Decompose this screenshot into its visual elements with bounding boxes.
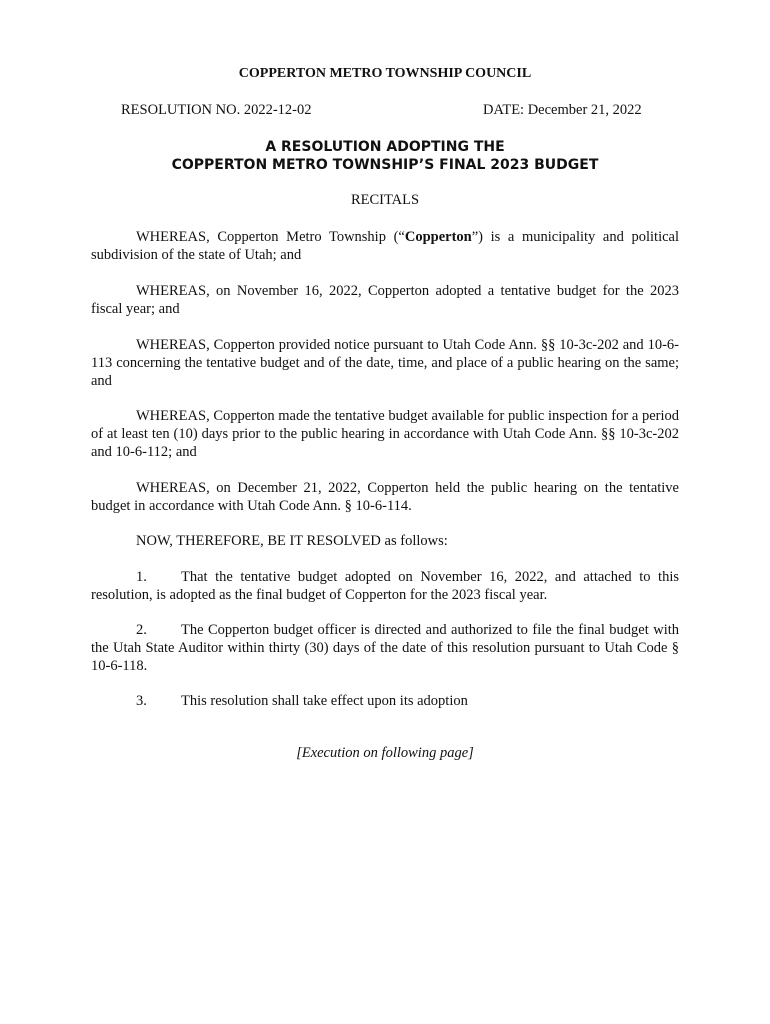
resolution-item-2 bbox=[91, 621, 679, 675]
whereas-1-defined-term: Copperton bbox=[404, 229, 472, 245]
whereas-paragraph-1 bbox=[91, 228, 679, 264]
resolution-date: DATE: December 21, 2022 bbox=[483, 102, 642, 118]
resolution-title bbox=[0, 138, 770, 174]
whereas-paragraph-4 bbox=[91, 407, 679, 461]
whereas-1-text-a: WHEREAS, Copperton Metro Township (“ bbox=[136, 229, 405, 245]
resolution-number: RESOLUTION NO. 2022-12-02 bbox=[121, 102, 312, 118]
whereas-5-text: WHEREAS, on December 21, 2022, Copperton held the public hearing on the tentative budget in accordance with Utah Code Ann. § 10-6-114. bbox=[91, 480, 679, 514]
resolution-item-3 bbox=[91, 692, 679, 710]
council-heading: COPPERTON METRO TOWNSHIP COUNCIL bbox=[238, 66, 532, 81]
title-line-2: COPPERTON METRO TOWNSHIP’S FINAL 2023 BUDGET bbox=[171, 157, 599, 173]
whereas-paragraph-2 bbox=[91, 282, 679, 318]
resolved-clause bbox=[91, 532, 679, 550]
whereas-paragraph-3 bbox=[91, 336, 679, 390]
whereas-3-text: WHEREAS, Copperton provided notice pursuant to Utah Code Ann. §§ 10-3c-202 and 10-6-113 concerning the tentative budget and of the date, time, and place of a public hearing on the same; and bbox=[91, 337, 679, 389]
item-1-number: 1. bbox=[136, 569, 147, 585]
title-line-1: A RESOLUTION ADOPTING THE bbox=[265, 139, 505, 155]
whereas-1-text-b: ”) is a municipality and political subdivision of the state of Utah; and bbox=[91, 229, 679, 263]
whereas-4-text: WHEREAS, Copperton made the tentative budget available for public inspection for a period of at least ten (10) days prior to the public hearing in accordance with Utah Code Ann. §§ 10-3c-202 and 10-6-112; and bbox=[91, 408, 679, 460]
recitals-heading: RECITALS bbox=[350, 192, 420, 208]
item-2-text: The Copperton budget officer is directed and authorized to file the final budget with the Utah State Auditor within thirty (30) days of the date of this resolution pursuant to Utah Code § 10-6-118. bbox=[91, 622, 679, 674]
execution-note: [Execution on following page] bbox=[296, 745, 474, 761]
item-1-text: That the tentative budget adopted on November 16, 2022, and attached to this resolution, is adopted as the final budget of Copperton for the 2023 fiscal year. bbox=[91, 569, 679, 603]
whereas-paragraph-5 bbox=[91, 479, 679, 515]
whereas-2-text: WHEREAS, on November 16, 2022, Copperton adopted a tentative budget for the 2023 fiscal year; and bbox=[91, 283, 679, 317]
item-3-number: 3. bbox=[136, 693, 147, 709]
resolved-text: NOW, THEREFORE, BE IT RESOLVED as follows: bbox=[136, 533, 448, 549]
resolution-item-1 bbox=[91, 568, 679, 604]
item-2-number: 2. bbox=[136, 622, 147, 638]
item-3-text: This resolution shall take effect upon its adoption bbox=[181, 693, 468, 709]
